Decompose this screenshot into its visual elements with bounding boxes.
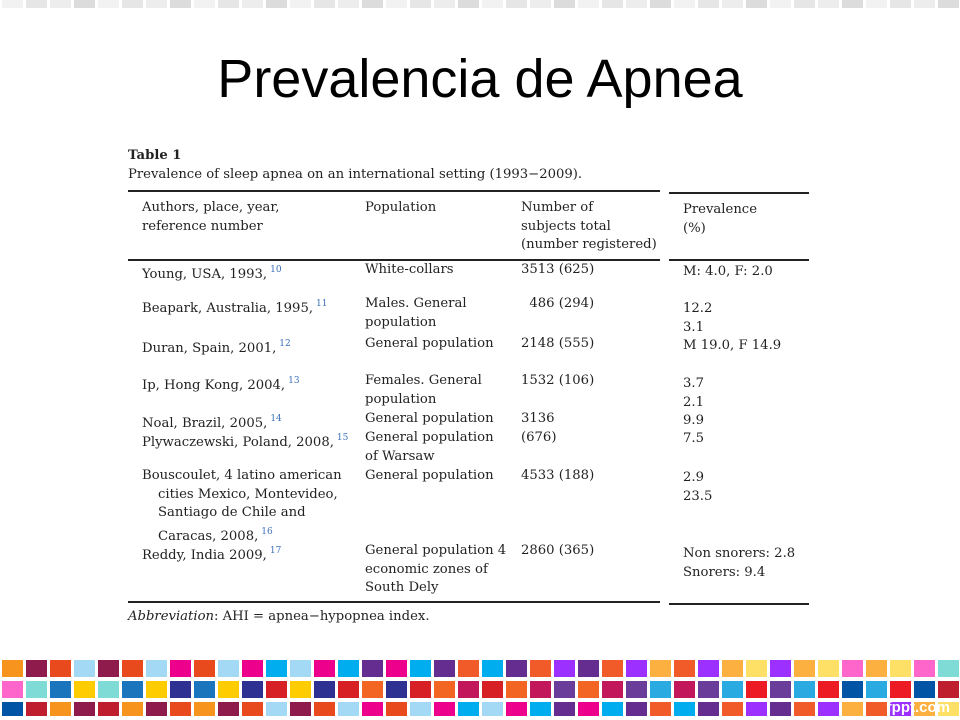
- reference-number: 13: [288, 376, 300, 386]
- row-subjects: 3136: [521, 411, 555, 426]
- strip-tile: [458, 0, 479, 8]
- mosaic-tile: [842, 681, 863, 698]
- mosaic-tile: [674, 681, 695, 698]
- mosaic-tile: [170, 681, 191, 698]
- prevalence-top-rule: [669, 192, 809, 194]
- mosaic-tile: [50, 702, 71, 716]
- strip-tile: [530, 0, 551, 8]
- mosaic-tile: [26, 660, 47, 677]
- header-population: Population: [365, 200, 437, 215]
- mosaic-tile: [674, 702, 695, 716]
- row-population: General population: [365, 411, 494, 426]
- row-prevalence: Non snorers: 2.8 Snorers: 9.4: [683, 546, 796, 580]
- mosaic-tile: [578, 660, 599, 677]
- mosaic-tile: [530, 681, 551, 698]
- row-subjects: 4533 (188): [521, 468, 595, 483]
- table-top-rule: [128, 190, 660, 192]
- mosaic-tile: [122, 702, 143, 716]
- mosaic-tile: [770, 702, 791, 716]
- strip-tile: [722, 0, 743, 8]
- row-population: General population of Warsaw: [365, 430, 494, 464]
- table-footnote: [128, 609, 430, 624]
- mosaic-tile: [242, 660, 263, 677]
- mosaic-tile: [602, 681, 623, 698]
- mosaic-tile: [770, 660, 791, 677]
- mosaic-tile: [266, 681, 287, 698]
- strip-tile: [50, 0, 71, 8]
- mosaic-tile: [866, 660, 887, 677]
- row-subjects: (676): [521, 430, 557, 445]
- mosaic-tile: [890, 660, 911, 677]
- slide-title: Prevalencia de Apnea: [217, 49, 743, 109]
- mosaic-tile: [818, 660, 839, 677]
- mosaic-tile: [290, 660, 311, 677]
- strip-tile: [938, 0, 959, 8]
- prevalence-header-rule: [669, 259, 809, 261]
- row-prevalence: 12.2 3.1: [683, 301, 713, 335]
- strip-tile: [266, 0, 287, 8]
- mosaic-tile: [410, 660, 431, 677]
- mosaic-tile: [98, 660, 119, 677]
- mosaic-tile: [890, 681, 911, 698]
- mosaic-tile: [434, 681, 455, 698]
- bottom-color-mosaic: [0, 656, 960, 720]
- mosaic-tile: [506, 702, 527, 716]
- strip-tile: [866, 0, 887, 8]
- strip-tile: [602, 0, 623, 8]
- mosaic-tile: [2, 681, 23, 698]
- row-author: Bouscoulet, 4 latino american cities Mexico, Montevideo, Santiago de Chile and Caracas, 2008, $^{16}$: [142, 468, 342, 544]
- mosaic-tile: [2, 660, 23, 677]
- mosaic-tile: [26, 681, 47, 698]
- mosaic-tile: [554, 702, 575, 716]
- mosaic-tile: [770, 681, 791, 698]
- mosaic-tile: [506, 681, 527, 698]
- mosaic-tile: [74, 702, 95, 716]
- mosaic-tile: [410, 681, 431, 698]
- mosaic-tile: [362, 702, 383, 716]
- mosaic-tile: [722, 681, 743, 698]
- mosaic-tile: [266, 702, 287, 716]
- mosaic-tile: [842, 702, 863, 716]
- mosaic-tile: [242, 702, 263, 716]
- mosaic-tile: [650, 660, 671, 677]
- mosaic-tile: [122, 660, 143, 677]
- mosaic-tile: [338, 681, 359, 698]
- footnote-text: : AHI = apnea−hypopnea index.: [214, 609, 430, 624]
- mosaic-tile: [50, 681, 71, 698]
- mosaic-tile: [626, 681, 647, 698]
- mosaic-tile: [698, 681, 719, 698]
- row-prevalence: M: 4.0, F: 2.0: [683, 264, 773, 279]
- mosaic-tile: [194, 681, 215, 698]
- mosaic-tile: [626, 660, 647, 677]
- mosaic-tile: [74, 660, 95, 677]
- row-population: Females. General population: [365, 373, 482, 407]
- footnote-label: Abbreviation: [128, 609, 214, 624]
- mosaic-tile: [698, 660, 719, 677]
- mosaic-tile: [26, 702, 47, 716]
- mosaic-tile: [698, 702, 719, 716]
- table-label: Table 1: [128, 148, 182, 163]
- mosaic-tile: [290, 681, 311, 698]
- strip-tile: [2, 0, 23, 8]
- mosaic-tile: [314, 681, 335, 698]
- strip-tile: [314, 0, 335, 8]
- mosaic-tile: [146, 702, 167, 716]
- row-author: Duran, Spain, 2001, $^{12}$: [142, 339, 291, 356]
- strip-tile: [794, 0, 815, 8]
- strip-tile: [338, 0, 359, 8]
- row-subjects: 2148 (555): [521, 336, 595, 351]
- strip-tile: [626, 0, 647, 8]
- strip-tile: [818, 0, 839, 8]
- strip-tile: [146, 0, 167, 8]
- row-prevalence: 9.9: [683, 413, 704, 428]
- mosaic-tile: [50, 660, 71, 677]
- mosaic-tile: [218, 681, 239, 698]
- reference-number: 15: [336, 433, 349, 443]
- mosaic-tile: [290, 702, 311, 716]
- strip-tile: [482, 0, 503, 8]
- mosaic-tile: [386, 660, 407, 677]
- mosaic-tile: [746, 660, 767, 677]
- strip-tile: [554, 0, 575, 8]
- strip-tile: [914, 0, 935, 8]
- row-population: White-collars: [365, 262, 454, 277]
- mosaic-tile: [314, 660, 335, 677]
- mosaic-tile: [650, 681, 671, 698]
- mosaic-tile: [866, 702, 887, 716]
- strip-tile: [746, 0, 767, 8]
- row-population: General population 4 economic zones of South Dely: [365, 543, 507, 595]
- strip-tile: [578, 0, 599, 8]
- reference-number: 12: [279, 339, 291, 349]
- row-author: Plywaczewski, Poland, 2008, $^{15}$: [142, 433, 349, 450]
- mosaic-tile: [410, 702, 431, 716]
- table-caption: Prevalence of sleep apnea on an international setting (1993−2009).: [128, 167, 583, 182]
- mosaic-tile: [362, 681, 383, 698]
- reference-number: 10: [270, 265, 282, 275]
- row-population: General population: [365, 468, 494, 483]
- mosaic-tile: [530, 660, 551, 677]
- mosaic-tile: [794, 702, 815, 716]
- row-subjects: 2860 (365): [521, 543, 595, 558]
- mosaic-tile: [146, 681, 167, 698]
- mosaic-tile: [650, 702, 671, 716]
- mosaic-tile: [266, 660, 287, 677]
- mosaic-tile: [794, 660, 815, 677]
- mosaic-tile: [938, 660, 959, 677]
- mosaic-tile: [386, 681, 407, 698]
- mosaic-tile: [122, 681, 143, 698]
- strip-tile: [386, 0, 407, 8]
- reference-number: 17: [269, 546, 282, 556]
- mosaic-tile: [362, 660, 383, 677]
- strip-tile: [26, 0, 47, 8]
- row-subjects: 1532 (106): [521, 373, 595, 388]
- header-authors: Authors, place, year, reference number: [142, 200, 280, 234]
- mosaic-tile: [938, 681, 959, 698]
- brand-watermark: fppt.com: [886, 699, 950, 716]
- row-prevalence: M 19.0, F 14.9: [683, 338, 782, 353]
- strip-tile: [650, 0, 671, 8]
- row-prevalence: 3.7 2.1: [683, 376, 704, 410]
- row-prevalence: 7.5: [683, 431, 704, 446]
- header-subjects: Number of subjects total (number registered): [521, 200, 657, 252]
- table-bottom-rule: [128, 601, 660, 603]
- mosaic-tile: [434, 660, 455, 677]
- mosaic-tile: [842, 660, 863, 677]
- row-author: Young, USA, 1993, $^{10}$: [142, 265, 282, 282]
- mosaic-tile: [818, 702, 839, 716]
- row-author: Ip, Hong Kong, 2004, $^{13}$: [142, 376, 300, 393]
- mosaic-tile: [218, 702, 239, 716]
- row-population: General population: [365, 336, 494, 351]
- mosaic-tile: [338, 660, 359, 677]
- mosaic-tile: [338, 702, 359, 716]
- strip-tile: [890, 0, 911, 8]
- mosaic-tile: [722, 660, 743, 677]
- reference-number: 11: [316, 299, 328, 309]
- mosaic-tile: [602, 660, 623, 677]
- mosaic-tile: [482, 702, 503, 716]
- mosaic-tile: [746, 681, 767, 698]
- top-decorative-strip: [0, 0, 960, 8]
- mosaic-tile: [74, 681, 95, 698]
- row-author: Reddy, India 2009, $^{17}$: [142, 546, 282, 563]
- mosaic-tile: [818, 681, 839, 698]
- mosaic-tile: [98, 681, 119, 698]
- mosaic-tile: [194, 702, 215, 716]
- row-population: Males. General population: [365, 296, 467, 330]
- strip-tile: [362, 0, 383, 8]
- strip-tile: [506, 0, 527, 8]
- mosaic-tile: [866, 681, 887, 698]
- strip-tile: [218, 0, 239, 8]
- mosaic-tile: [482, 660, 503, 677]
- strip-tile: [410, 0, 431, 8]
- mosaic-tile: [170, 660, 191, 677]
- mosaic-tile: [506, 660, 527, 677]
- row-subjects: 3513 (625): [521, 262, 595, 277]
- mosaic-tile: [794, 681, 815, 698]
- mosaic-tile: [458, 702, 479, 716]
- mosaic-tile: [194, 660, 215, 677]
- strip-tile: [242, 0, 263, 8]
- strip-tile: [98, 0, 119, 8]
- mosaic-tile: [458, 681, 479, 698]
- mosaic-tile: [722, 702, 743, 716]
- strip-tile: [74, 0, 95, 8]
- mosaic-tile: [578, 681, 599, 698]
- strip-tile: [170, 0, 191, 8]
- mosaic-tile: [674, 660, 695, 677]
- mosaic-tile: [914, 681, 935, 698]
- strip-tile: [674, 0, 695, 8]
- strip-tile: [434, 0, 455, 8]
- mosaic-tile: [746, 702, 767, 716]
- mosaic-tile: [242, 681, 263, 698]
- row-prevalence: 2.9 23.5: [683, 470, 713, 504]
- mosaic-tile: [2, 702, 23, 716]
- mosaic-tile: [626, 702, 647, 716]
- mosaic-tile: [578, 702, 599, 716]
- header-prevalence: Prevalence (%): [683, 202, 757, 236]
- strip-tile: [194, 0, 215, 8]
- strip-tile: [122, 0, 143, 8]
- mosaic-tile: [914, 660, 935, 677]
- strip-tile: [770, 0, 791, 8]
- strip-tile: [290, 0, 311, 8]
- strip-tile: [842, 0, 863, 8]
- mosaic-tile: [434, 702, 455, 716]
- row-author: Beapark, Australia, 1995, $^{11}$: [142, 299, 328, 316]
- reference-number: 16: [261, 526, 273, 537]
- mosaic-tile: [554, 660, 575, 677]
- mosaic-tile: [602, 702, 623, 716]
- row-author: Noal, Brazil, 2005, $^{14}$: [142, 414, 282, 431]
- prevalence-bottom-rule: [669, 603, 809, 605]
- strip-tile: [698, 0, 719, 8]
- mosaic-tile: [530, 702, 551, 716]
- reference-number: 14: [270, 414, 282, 424]
- mosaic-tile: [458, 660, 479, 677]
- row-subjects: 486 (294): [521, 296, 595, 311]
- mosaic-tile: [482, 681, 503, 698]
- mosaic-tile: [170, 702, 191, 716]
- mosaic-tile: [146, 660, 167, 677]
- mosaic-tile: [218, 660, 239, 677]
- mosaic-tile: [98, 702, 119, 716]
- mosaic-tile: [314, 702, 335, 716]
- mosaic-tile: [386, 702, 407, 716]
- mosaic-tile: [554, 681, 575, 698]
